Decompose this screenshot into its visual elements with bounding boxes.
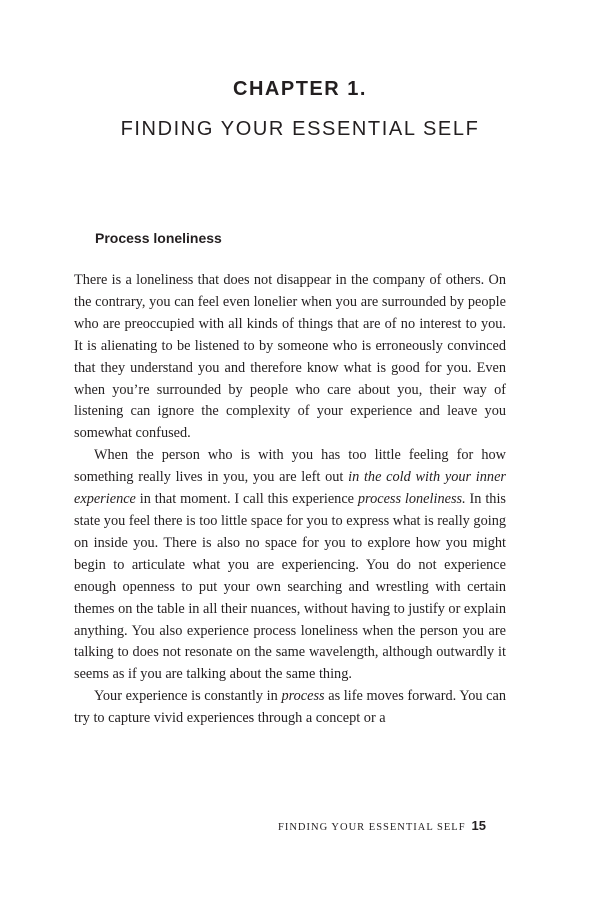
page-footer <box>278 818 486 833</box>
page-number: 15 <box>471 818 486 833</box>
paragraph-2-text-a: When the person who is with you has too little feeling for how something really lives in you, you are left out <box>74 447 506 486</box>
body-text <box>74 270 506 730</box>
paragraph-3-text-a: Your experience is constantly in <box>94 688 282 705</box>
paragraph-3 <box>74 686 506 730</box>
running-head: FINDING YOUR ESSENTIAL SELF <box>278 822 466 833</box>
section-heading: Process loneliness <box>95 230 222 246</box>
paragraph-2 <box>74 445 506 686</box>
paragraph-1 <box>74 270 506 445</box>
chapter-title: FINDING YOUR ESSENTIAL SELF <box>120 118 480 140</box>
paragraph-3-italic: process <box>281 688 325 705</box>
paragraph-2-italic-b: process loneliness. <box>357 491 466 508</box>
paragraph-2-text-c: In this state you feel there is too little space for you to express what is really going on inside you. There is also no space for you to explore how you might begin to articulate what you are experiencing. You do not experience enough openness to put your own searching and wrestling with certain themes on the table in all their nuances, without having to justify or explain anything. You also experience process loneliness when the person you are talking to does not resonate on the same wavelength, although outwardly it seems as if you are talking about the same thing. <box>74 491 506 683</box>
paragraph-1-text: There is a loneliness that does not disappear in the company of others. On the contrary, you can feel even lonelier when you are surrounded by people who are preoccupied with all kinds of things that are of no interest to you. It is alienating to be listened to by someone who is erroneously convinced that they understand you and therefore know what is good for you. Even when you’re surrounded by people who care about you, their way of listening can ignore the complexity of your experience and leave you somewhat confused. <box>74 272 506 442</box>
paragraph-2-italic-a: in the cold with your inner experience <box>74 469 506 508</box>
paragraph-2-text-b: in that moment. I call this experience <box>135 491 358 508</box>
paragraph-3-text-b: as life moves forward. You can try to capture vivid experiences through a concept or a <box>74 688 506 727</box>
chapter-number: CHAPTER 1. <box>233 78 367 100</box>
